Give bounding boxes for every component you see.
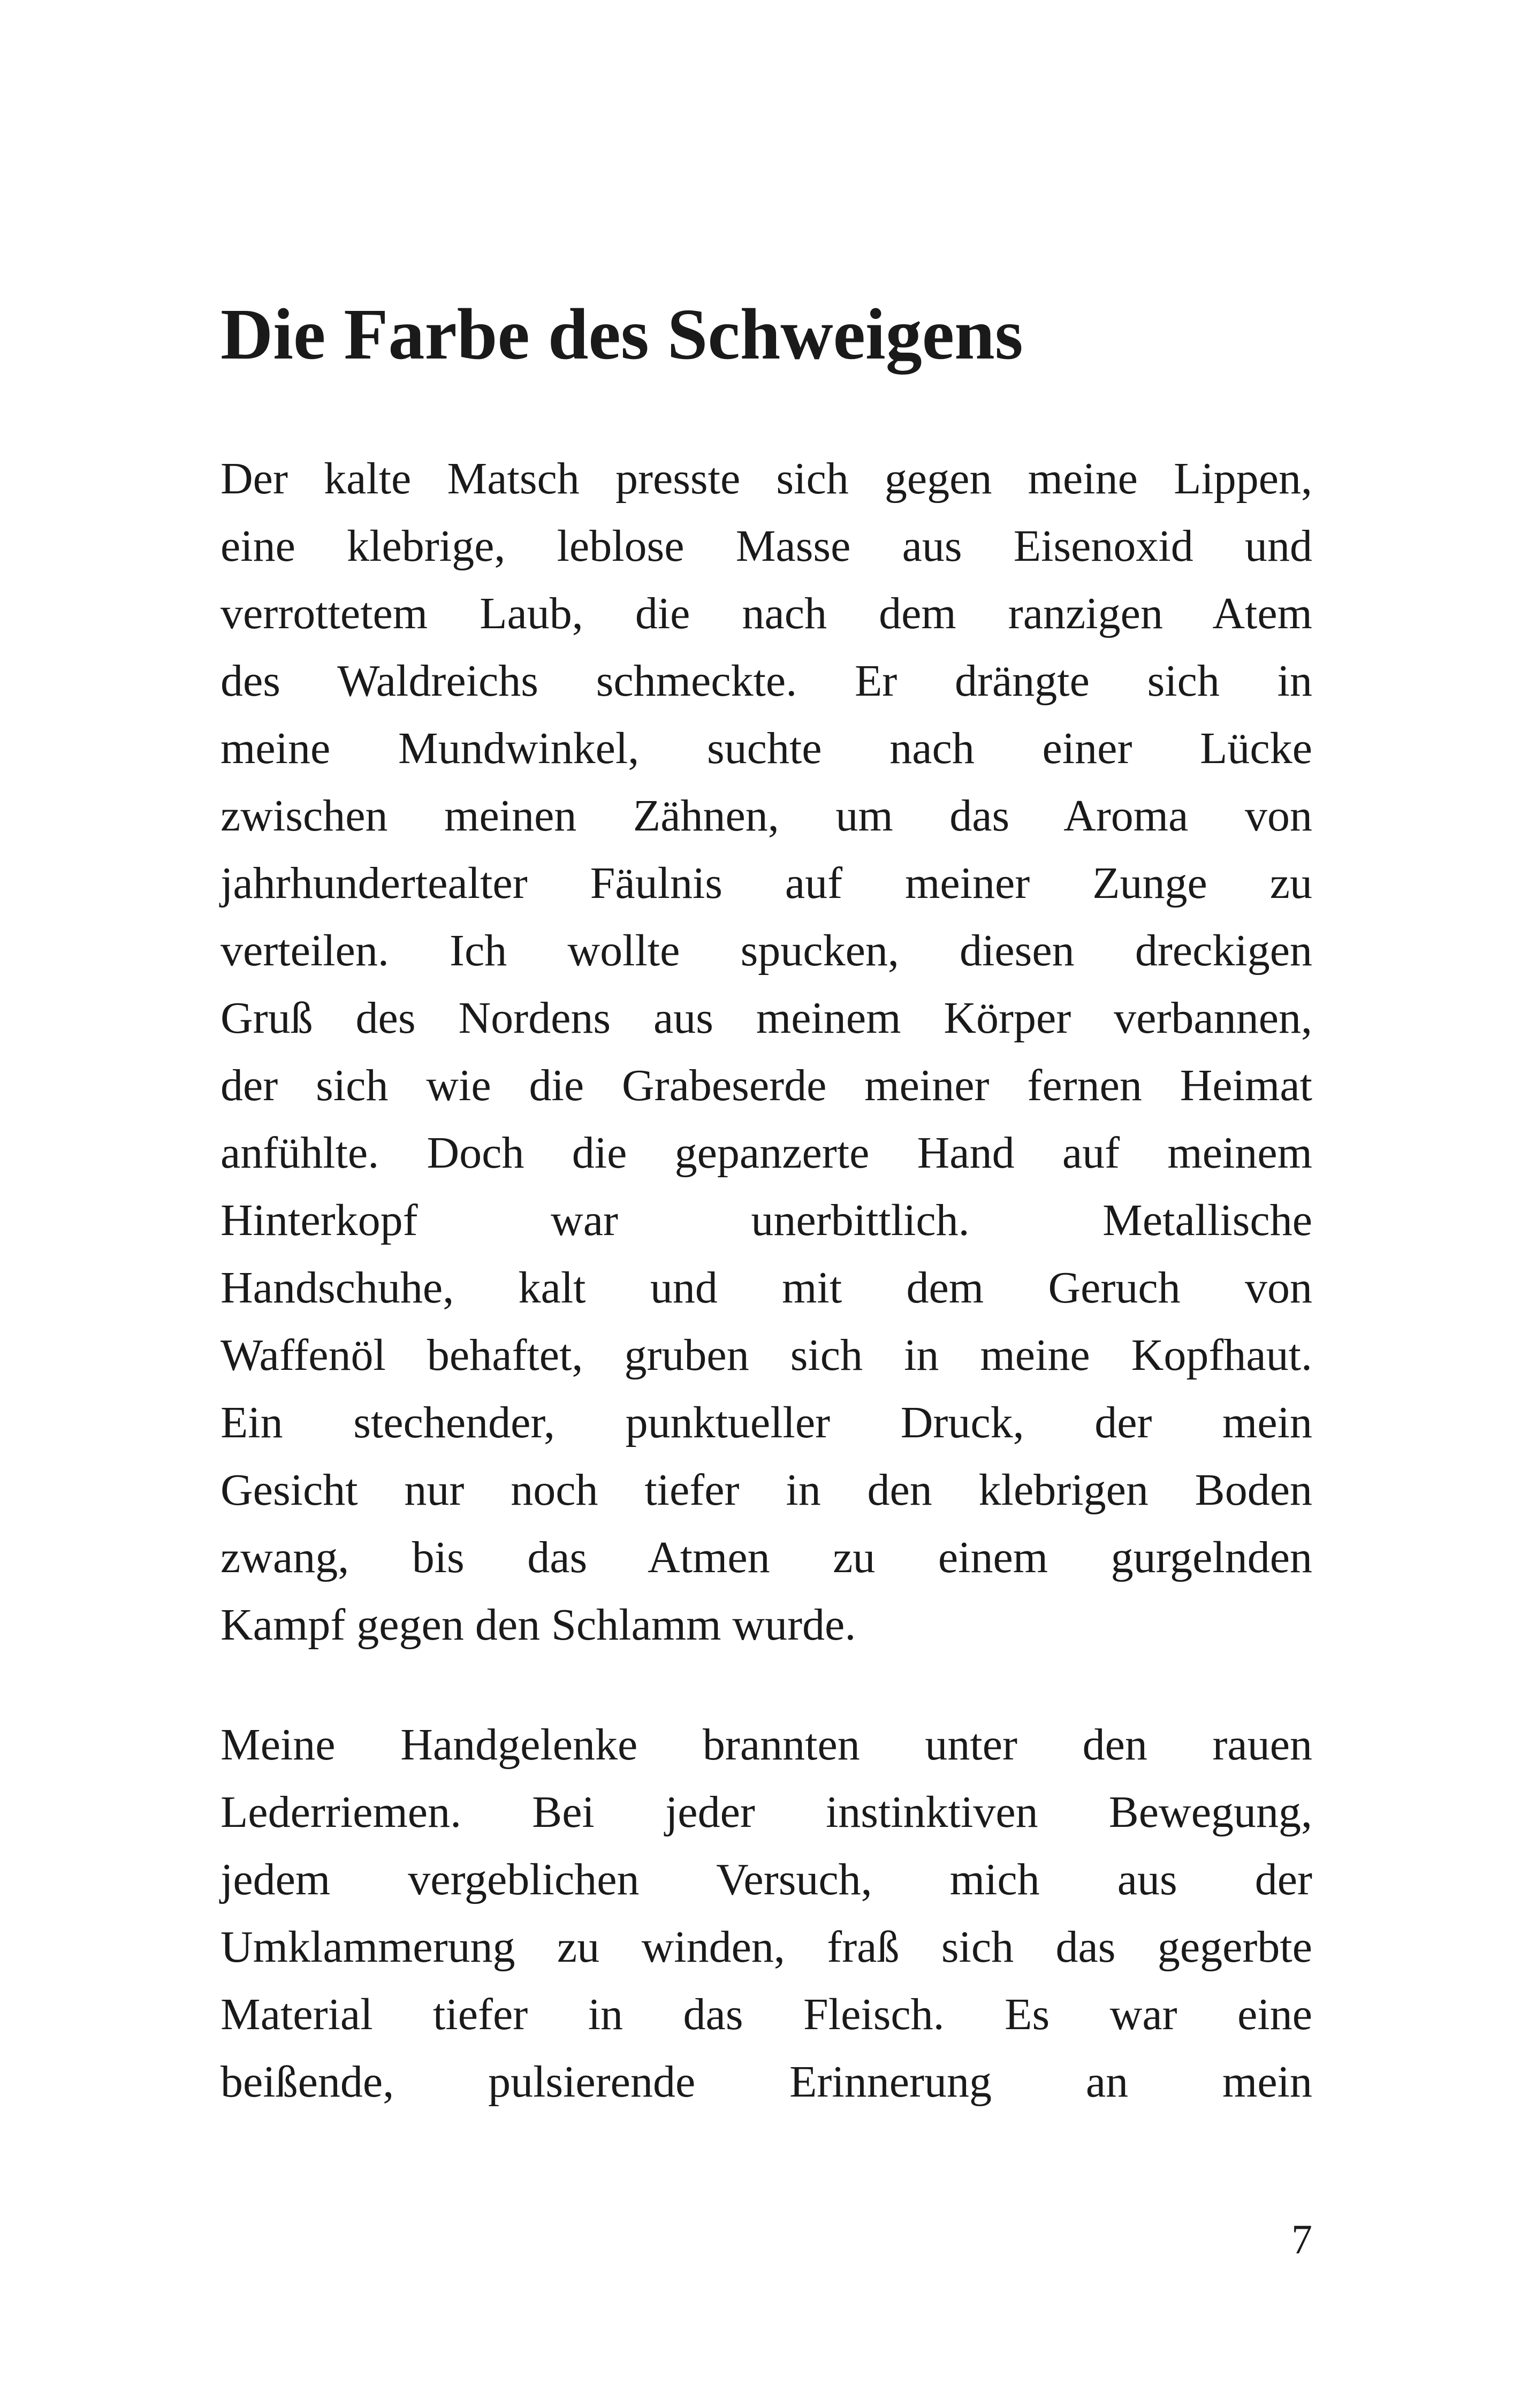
paragraph-line: Hinterkopf war unerbittlich. Metallische <box>220 1195 1312 1245</box>
paragraph-line: Gesicht nur noch tiefer in den klebrigen Boden <box>220 1465 1312 1515</box>
paragraph-line: verteilen. Ich wollte spucken, diesen dreckigen <box>220 926 1312 976</box>
paragraph-line: Umklammerung zu winden, fraß sich das gegerbte <box>220 1922 1312 1972</box>
paragraph-line: Ein stechender, punktueller Druck, der mein <box>220 1398 1312 1447</box>
paragraph-2 <box>220 1711 1312 2116</box>
paragraph-line: zwischen meinen Zähnen, um das Aroma von <box>220 791 1312 841</box>
chapter-title: Die Farbe des Schweigens <box>220 294 1023 375</box>
paragraph-line: eine klebrige, leblose Masse aus Eisenoxid und <box>220 521 1312 571</box>
paragraph-line: der sich wie die Grabeserde meiner fernen Heimat <box>220 1061 1312 1110</box>
paragraph-line: meine Mundwinkel, suchte nach einer Lücke <box>220 723 1312 773</box>
paragraph-line: Der kalte Matsch presste sich gegen meine Lippen, <box>220 454 1312 504</box>
paragraph-line: zwang, bis das Atmen zu einem gurgelnden <box>220 1533 1312 1582</box>
paragraph-line: verrottetem Laub, die nach dem ranzigen Atem <box>220 589 1312 638</box>
paragraph-line: Material tiefer in das Fleisch. Es war eine <box>220 1990 1312 2039</box>
paragraph-line: Kampf gegen den Schlamm wurde. <box>220 1600 856 1650</box>
paragraph-line: anfühlte. Doch die gepanzerte Hand auf meinem <box>220 1128 1312 1178</box>
paragraph-line: Lederriemen. Bei jeder instinktiven Bewegung, <box>220 1787 1312 1837</box>
paragraph-line: Waffenöl behaftet, gruben sich in meine Kopfhaut. <box>220 1330 1312 1380</box>
paragraph-line: jahrhundertealter Fäulnis auf meiner Zunge zu <box>220 858 1312 908</box>
paragraph-line: beißende, pulsierende Erinnerung an mein <box>220 2057 1312 2107</box>
paragraph-line: des Waldreichs schmeckte. Er drängte sich in <box>220 656 1312 706</box>
paragraph-line: jedem vergeblichen Versuch, mich aus der <box>220 1855 1312 1904</box>
paragraph-line: Meine Handgelenke brannten unter den rauen <box>220 1720 1312 1770</box>
paragraph-line: Handschuhe, kalt und mit dem Geruch von <box>220 1263 1312 1313</box>
paragraph-1 <box>220 445 1312 1659</box>
page-number: 7 <box>1291 2216 1312 2262</box>
paragraph-line: Gruß des Nordens aus meinem Körper verbannen, <box>220 993 1312 1043</box>
